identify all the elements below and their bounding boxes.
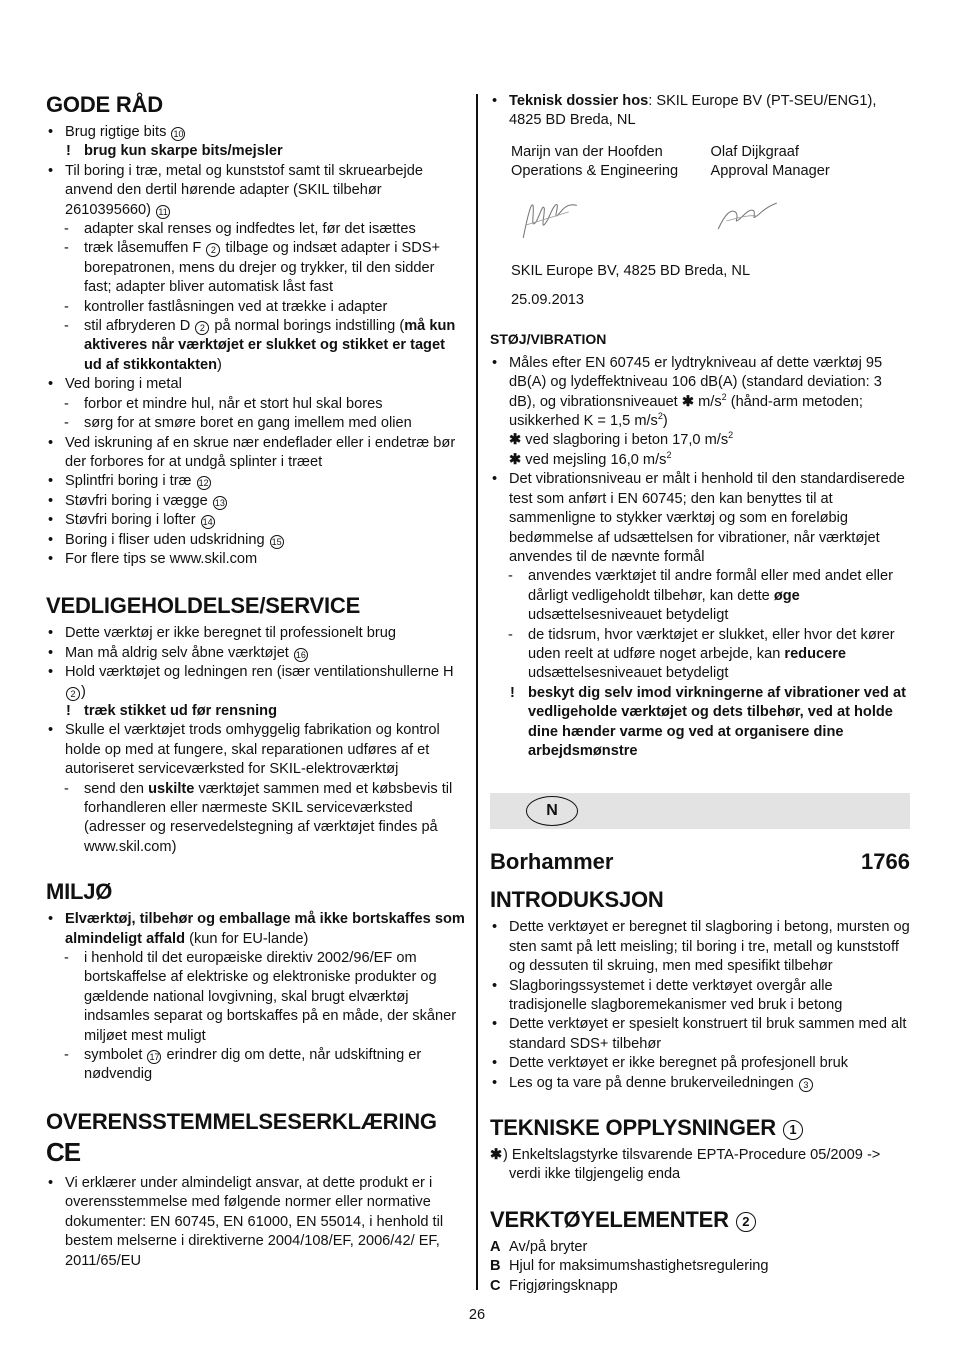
- ref-number-icon: 15: [271, 536, 282, 547]
- sub-item: - forbor et mindre hul, når et stort hul skal bores: [46, 395, 466, 414]
- ref-number-icon: 2: [66, 687, 80, 701]
- vibration-value: ✱ ved slagboring i beton 17,0 $m/s^2$: [509, 430, 734, 449]
- signatory-role: Operations & Engineering: [511, 163, 679, 180]
- list-item: • Dette verktøyet er beregnet til slagboring i betong, mursten og sten samt på lett meisling; til boring i tre, metall og kunststoff og dessuten til skruing, men med spesifikt tilbehør: [490, 918, 910, 976]
- sub-item: - anvendes værktøjet til andre formål eller med andet eller dårligt vedligeholdt tilbehør, kan dette øge udsættelsesniveauet betydeligt: [490, 567, 910, 625]
- ref-number-icon: 16: [295, 649, 306, 660]
- footnote: ✱ ) Enkeltslagstyrke tilsvarende EPTA-Procedure 05/2009 -> verdi ikke tilgjengelig enda: [490, 1147, 881, 1183]
- ref-number-icon: 14: [202, 517, 213, 528]
- sub-item: - stil afbryderen D 2 på normal borings indstilling (må kun aktiveres når værktøjet er slukket og stikket er taget ud af stikkontakten): [46, 317, 466, 375]
- star-icon: ✱: [509, 451, 522, 468]
- list-item: • Elværktøj, tilbehør og emballage må ikke bortskaffes som almindeligt affald (kun for EU-lande): [46, 910, 466, 949]
- signature-2-icon: [715, 192, 780, 240]
- heading-gode-rad: GODE RÅD: [46, 92, 163, 117]
- list-item: • Skulle el værktøjet trods omhyggelig fabrikation og kontrol holde op med at fungere, skal reparationen udføres af et autoriseret serviceværksted for SKIL-elektroværktøj: [46, 721, 466, 779]
- list-item: • Måles efter EN 60745 er lydtrykniveau af dette værktøj 95 dB(A) og lydeffektniveau 106 dB(A) (standard deviation: 3 dB), og vibrationsniveauet ✱ $m/s^2$ (hånd-arm metoden; usikkerhed K = 1,5 $m/s^2$): [490, 354, 910, 432]
- language-badge: N: [526, 796, 578, 826]
- sub-item: - send den uskilte værktøjet sammen med et købsbevis til forhandleren eller nærmeste SKIL serviceværksted (adresser og reservedelstegning af værktøjet findes på www.skil.com): [46, 780, 466, 858]
- sub-item: - kontroller fastlåsningen ved at trække i adapter: [46, 298, 466, 317]
- element-item: C Frigjøringsknapp: [490, 1277, 618, 1294]
- list-item: • Til boring i træ, metal og kunststof samt til skruearbejde anvend den dertil hørende adapter (SKIL tilbehør 2610395660) 11: [46, 162, 466, 220]
- list-item: • Boring i fliser uden udskridning 15: [46, 531, 466, 550]
- list-item: • Ved iskruning af en skrue nær endeflader eller i endetræ bør der forbores for at undgå splinter i træet: [46, 434, 466, 473]
- sub-item: - i henhold til det europæiske direktiv 2002/96/EF om bortskaffelse af elektriske og elektroniske produkter og gældende national lovgivning, skal brugt elværktøj indsamles separat og bortskaffes på en måde, der skåner miljøet mest muligt: [46, 949, 466, 1046]
- ref-number-icon: 3: [799, 1078, 813, 1092]
- warning-item: ! brug kun skarpe bits/mejsler: [46, 142, 466, 161]
- heading-verktoyelementer: VERKTØYELEMENTER 2: [490, 1207, 910, 1233]
- list-item: • Brug rigtige bits 10: [46, 123, 466, 142]
- section-gode-rad: [46, 92, 466, 569]
- signatory-role: Approval Manager: [710, 163, 830, 180]
- signature-1-icon: [520, 192, 585, 248]
- list-item: • Dette verktøyet er ikke beregnet på profesjonell bruk: [490, 1054, 910, 1073]
- list-item: • Slagboringssystemet i dette verktøyet overgår alle tradisjonelle slagboremekanismer ved bruk i betong: [490, 977, 910, 1016]
- company-address: SKIL Europe BV, 4825 BD Breda, NL: [511, 262, 751, 279]
- ref-number-icon: 2: [206, 243, 220, 257]
- element-item: A Av/på bryter: [490, 1238, 588, 1255]
- heading-miljo: MILJØ: [46, 879, 113, 905]
- declaration-date: 25.09.2013: [511, 292, 585, 309]
- sub-item: - symbolet 17 erindrer dig om dette, når udskiftning er nødvendig: [46, 1046, 466, 1085]
- signatory-name: Marijn van der Hoofden: [511, 143, 663, 160]
- list-item: • Man må aldrig selv åbne værktøjet 16: [46, 644, 466, 663]
- list-item: • Vi erklærer under almindeligt ansvar, at dette produkt er i overensstemmelse med følgende normer eller normative dokumenter: EN 60745, EN 61000, EN 55014, i henhold til bestem melserne i direktiverne 2004/108/EF, 2006/42/ EF, 2011/65/EU: [46, 1174, 466, 1271]
- page-number: 26: [468, 1307, 486, 1323]
- section-overensstemmelse: [46, 1109, 466, 1271]
- heading-introduksjon: INTRODUKSJON: [490, 887, 664, 913]
- heading-tekniske-opplysninger: TEKNISKE OPPLYSNINGER 1: [490, 1115, 910, 1141]
- list-item: • Splintfri boring i træ 12: [46, 472, 466, 491]
- ref-number-icon: 2: [195, 321, 209, 335]
- list-item: • Dette verktøyet er spesielt konstruert til bruk sammen med alt standard SDS+ tilbehør: [490, 1015, 910, 1054]
- star-icon: ✱: [681, 393, 695, 410]
- section-vedligeholdelse: [46, 593, 466, 857]
- section-miljo: [46, 879, 466, 1085]
- sub-item: - adapter skal renses og indfedtes let, før det isættes: [46, 220, 466, 239]
- left-column: [46, 92, 466, 1291]
- list-item: • Hold værktøjet og ledningen ren (især ventilationshullerne H 2 ): [46, 663, 466, 702]
- list-item: • Teknisk dossier hos: SKIL Europe BV (PT-SEU/ENG1), 4825 BD Breda, NL: [490, 92, 910, 131]
- ref-number-icon: 2: [736, 1212, 756, 1232]
- list-item: • For flere tips se www.skil.com: [46, 550, 466, 569]
- section-introduksjon: [490, 887, 910, 1093]
- product-code: 1766: [861, 849, 910, 875]
- list-item: • Dette værktøj er ikke beregnet til professionelt brug: [46, 624, 466, 643]
- list-item: • Støvfri boring i vægge 13: [46, 492, 466, 511]
- ref-number-icon: 12: [198, 478, 209, 489]
- ref-number-icon: 10: [173, 129, 184, 139]
- list-item: • Det vibrationsniveau er målt i henhold til den standardiserede test som anført i EN 60745; den kan benyttes til at sammenligne to stykker værktøj og som en foreløbig bedømmelse af udsættelsen for vibrationer, når værktøjet anvendes til de nævnte formål: [490, 470, 910, 567]
- list-item: • Les og ta vare på denne brukerveiledningen 3: [490, 1074, 910, 1093]
- product-title-row: [490, 849, 910, 875]
- ref-number-icon: 1: [783, 1120, 803, 1140]
- heading-stoj-vibration: STØJ/VIBRATION: [490, 331, 607, 348]
- ref-number-icon: 17: [149, 1052, 160, 1063]
- ce-mark-icon: CE: [46, 1136, 81, 1167]
- vibration-value: ✱ ved mejsling 16,0 $m/s^2$: [509, 450, 672, 468]
- sub-item: - sørg for at smøre boret en gang imellem med olien: [46, 414, 466, 433]
- list-item: • Ved boring i metal: [46, 375, 466, 394]
- right-column: [490, 92, 910, 1316]
- product-name: Borhammer: [490, 849, 614, 875]
- sub-item: - de tidsrum, hvor værktøjet er slukket, eller hvor det kører uden reelt at udføre noget arbejde, kan reducere udsættelsesniveauet betydeligt: [490, 626, 910, 684]
- warning-item: ! træk stikket ud før rensning: [46, 702, 466, 721]
- signatory-name: Olaf Dijkgraaf: [710, 143, 799, 160]
- signatures: [490, 192, 910, 252]
- heading-overensstemmelse: OVERENSSTEMMELSESERKLÆRING: [46, 1108, 437, 1134]
- star-icon: ✱: [490, 1147, 503, 1164]
- ref-number-icon: 13: [214, 497, 225, 508]
- column-divider: [476, 94, 478, 1290]
- warning-item: ! beskyt dig selv imod virkningerne af vibrationer ved at vedligeholde værktøjet og dets tilbehør, ved at holde dine hænder varme og ved at organisere dine arbejdsmønstre: [490, 684, 910, 762]
- heading-vedligeholdelse: VEDLIGEHOLDELSE/SERVICE: [46, 593, 361, 619]
- star-icon: ✱: [509, 432, 522, 449]
- list-item: • Støvfri boring i lofter 14: [46, 511, 466, 530]
- element-item: B Hjul for maksimumshastighetsregulering: [490, 1258, 769, 1275]
- section-tekniske-opplysninger: [490, 1115, 910, 1185]
- language-bar: [490, 793, 910, 829]
- signatories: [490, 143, 910, 182]
- sub-item: - træk låsemuffen F 2 tilbage og indsæt adapter i SDS+ borepatronen, mens du drejer og trykker, til den sidder fast; adapter bliver automatisk låst fast: [46, 239, 466, 297]
- ref-number-icon: 11: [156, 205, 170, 219]
- section-verktoyelementer: [490, 1207, 910, 1296]
